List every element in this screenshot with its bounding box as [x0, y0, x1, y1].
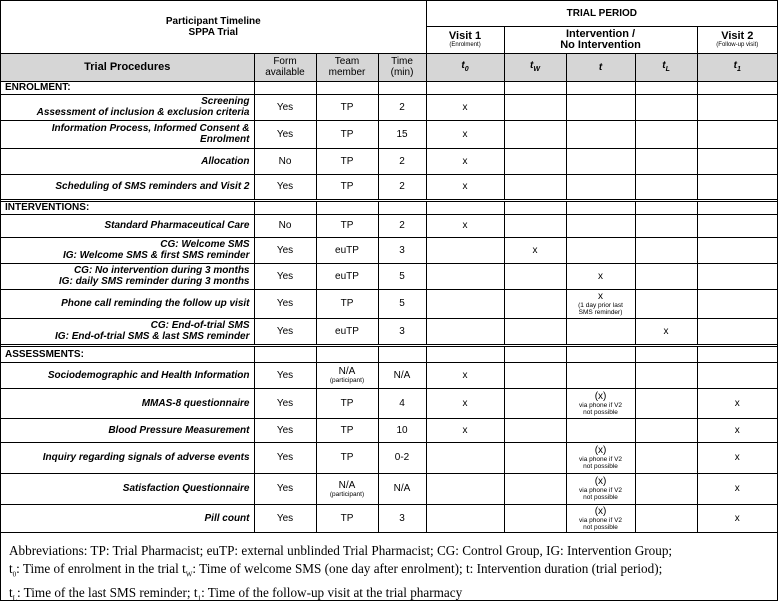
- cell-team: TP: [316, 504, 378, 532]
- col-t0-sub: 0: [464, 65, 469, 73]
- cell-form: Yes: [254, 94, 316, 120]
- table-row: [1, 120, 777, 148]
- cell-team: euTP: [316, 318, 378, 345]
- cell-t-note1: via phone if V2: [579, 516, 623, 524]
- cell-time: N/A: [378, 473, 426, 504]
- cell-t0: x: [426, 148, 504, 174]
- cell-t-note1: via phone if V2: [579, 487, 623, 494]
- cell-t-mark: (x): [594, 390, 607, 402]
- cell-team: TP: [316, 214, 378, 237]
- cell-team: TP: [316, 120, 378, 148]
- table-row: [1, 442, 777, 473]
- cell-t-note2: not possible: [583, 494, 618, 501]
- cell-t0: x: [426, 362, 504, 388]
- cell-form: No: [254, 148, 316, 174]
- cell-team-sub: (participant): [329, 377, 365, 384]
- cell-time: 3: [378, 504, 426, 532]
- col-tl-label: t: [662, 59, 666, 71]
- table-row: [1, 237, 777, 263]
- cell-team: euTP: [316, 263, 378, 289]
- table-row: [1, 214, 777, 237]
- col-t: [566, 53, 635, 81]
- cell-time: 5: [378, 263, 426, 289]
- row-label-pill-count: Pill count: [1, 504, 254, 532]
- intervention-line2: No Intervention: [560, 38, 641, 51]
- row-label-phone-call: Phone call reminding the follow up visit: [1, 289, 254, 318]
- cell-t0: x: [426, 174, 504, 200]
- section-row: [1, 81, 777, 94]
- row-label-standard-care: Standard Pharmaceutical Care: [1, 214, 254, 237]
- cell-t-note2: not possible: [583, 463, 618, 470]
- cell-t-note2: SMS reminder): [578, 309, 623, 316]
- cell-time: N/A: [378, 362, 426, 388]
- cell-team: TP: [316, 94, 378, 120]
- cell-t1: x: [697, 473, 777, 504]
- cell-form: Yes: [254, 120, 316, 148]
- col-t1-sub: 1: [737, 65, 741, 73]
- cell-tl: x: [635, 318, 697, 345]
- cell-t: [566, 473, 635, 504]
- col-procedures: Trial Procedures: [1, 53, 254, 81]
- cell-form: Yes: [254, 237, 316, 263]
- section-assessments: ASSESSMENTS:: [1, 345, 254, 362]
- cell-t-note1: via phone if V2: [579, 456, 623, 463]
- section-enrolment: ENROLMENT:: [1, 81, 254, 94]
- cell-team: euTP: [316, 237, 378, 263]
- row-label-welcome-sms: CG: Welcome SMS IG: Welcome SMS & first SMS reminder: [1, 237, 254, 263]
- cell-team: TP: [316, 174, 378, 200]
- col-tl-sub: L: [665, 65, 670, 73]
- table-title: [1, 1, 426, 53]
- col-t0-label: t: [461, 59, 465, 71]
- col-tw-label: t: [530, 59, 534, 71]
- cell-time: 2: [378, 214, 426, 237]
- cell-t-note2: not possible: [583, 523, 618, 531]
- cell-t1: x: [697, 442, 777, 473]
- cell-time: 0-2: [378, 442, 426, 473]
- cell-team: [316, 473, 378, 504]
- visit1-sub: (Enrolment): [449, 41, 481, 48]
- cell-t-mark: x: [598, 291, 604, 302]
- intervention-header: [504, 26, 697, 53]
- cell-t1: x: [697, 504, 777, 532]
- cell-form: Yes: [254, 362, 316, 388]
- cell-form: Yes: [254, 174, 316, 200]
- cell-t-mark: (x): [594, 505, 607, 517]
- trial-period-header: TRIAL PERIOD: [426, 1, 777, 26]
- table-row: [1, 148, 777, 174]
- cell-t: [566, 442, 635, 473]
- cell-team: [316, 362, 378, 388]
- col-tw-sub: W: [533, 65, 540, 73]
- col-form: Form available: [254, 53, 316, 81]
- cell-t-mark: (x): [594, 445, 607, 456]
- visit1-label: Visit 1: [448, 29, 482, 42]
- cell-t0: x: [426, 214, 504, 237]
- cell-form: Yes: [254, 504, 316, 532]
- cell-t0: x: [426, 120, 504, 148]
- cell-team-label: N/A: [338, 366, 356, 377]
- row-label-info-process: Information Process, Informed Consent & Enrolment: [1, 120, 254, 148]
- abbreviations-line2: $t_0$: Time of enrolment in the trial $t_W$: Time of welcome SMS (one day after enrolment); t: Intervention duration (trial period);: [9, 561, 663, 579]
- col-time: Time (min): [378, 53, 426, 81]
- row-label-sociodemographic: Sociodemographic and Health Information: [1, 362, 254, 388]
- table-row: [1, 418, 777, 442]
- cell-team: TP: [316, 388, 378, 418]
- cell-form: Yes: [254, 388, 316, 418]
- col-t-label: t: [598, 61, 603, 73]
- cell-form: Yes: [254, 263, 316, 289]
- visit2-sub: (Follow-up visit): [716, 41, 759, 48]
- cell-team: TP: [316, 289, 378, 318]
- row-label-adverse-events: Inquiry regarding signals of adverse events: [1, 442, 254, 473]
- cell-t0: x: [426, 388, 504, 418]
- header-row-1: [1, 1, 777, 26]
- col-t0: [426, 53, 504, 81]
- visit1-header: [426, 26, 504, 53]
- row-label-allocation: Allocation: [1, 148, 254, 174]
- cell-team: TP: [316, 148, 378, 174]
- section-row: [1, 345, 777, 362]
- cell-time: 3: [378, 318, 426, 345]
- cell-team-label: N/A: [338, 479, 356, 491]
- cell-t: [566, 388, 635, 418]
- cell-form: Yes: [254, 442, 316, 473]
- col-t1-label: t: [733, 59, 738, 71]
- table-row: [1, 362, 777, 388]
- visit2-label: Visit 2: [721, 29, 754, 42]
- cell-t: [566, 289, 635, 318]
- table-row: [1, 263, 777, 289]
- table-row: [1, 388, 777, 418]
- cell-tw: x: [504, 237, 566, 263]
- cell-time: 15: [378, 120, 426, 148]
- col-tw: [504, 53, 566, 81]
- cell-time: 10: [378, 418, 426, 442]
- row-label-scheduling: Scheduling of SMS reminders and Visit 2: [1, 174, 254, 200]
- table-title-line1: Participant Timeline: [165, 15, 261, 27]
- table-row: [1, 94, 777, 120]
- row-label-no-intervention: CG: No intervention during 3 months IG: daily SMS reminder during 3 months: [1, 263, 254, 289]
- cell-t0: x: [426, 94, 504, 120]
- cell-form: Yes: [254, 473, 316, 504]
- row-label-satisfaction: Satisfaction Questionnaire: [1, 473, 254, 504]
- col-team: Team member: [316, 53, 378, 81]
- cell-t1: x: [697, 388, 777, 418]
- cell-t-note1: (1 day prior last: [578, 302, 623, 309]
- abbreviations-footnote: [9, 542, 771, 607]
- cell-time: 3: [378, 237, 426, 263]
- col-tl: [635, 53, 697, 81]
- visit2-header: [697, 26, 777, 53]
- table-row: [1, 318, 777, 345]
- row-label-blood-pressure: Blood Pressure Measurement: [1, 418, 254, 442]
- cell-time: 2: [378, 148, 426, 174]
- table-row: [1, 504, 777, 532]
- cell-form: Yes: [254, 318, 316, 345]
- cell-t: [566, 504, 635, 532]
- cell-time: 2: [378, 174, 426, 200]
- cell-form: Yes: [254, 289, 316, 318]
- row-label-screening: Screening Assessment of inclusion & exclusion criteria: [1, 94, 254, 120]
- cell-t-mark: (x): [594, 476, 607, 487]
- cell-t0: x: [426, 418, 504, 442]
- table-row: [1, 174, 777, 200]
- section-row: [1, 200, 777, 214]
- cell-team-sub: (participant): [329, 490, 365, 498]
- table-title-line2: SPPA Trial: [188, 26, 238, 38]
- cell-time: 4: [378, 388, 426, 418]
- section-interventions: INTERVENTIONS:: [1, 200, 254, 214]
- cell-form: No: [254, 214, 316, 237]
- abbreviations-line1: Abbreviations: TP: Trial Pharmacist; euTP: external unblinded Trial Pharmacist; CG: Control Group, IG: Intervention Group;: [9, 543, 673, 558]
- abbreviations-line3: $t_L$: Time of the last SMS reminder; $t_1$: Time of the follow-up visit at the trial pharmacy: [9, 584, 463, 603]
- table-row: [1, 473, 777, 504]
- table-row: [1, 289, 777, 318]
- cell-t1: x: [697, 418, 777, 442]
- cell-time: 2: [378, 94, 426, 120]
- intervention-line1: Intervention /: [566, 27, 636, 40]
- col-t1: [697, 53, 777, 81]
- cell-t-note1: via phone if V2: [579, 401, 623, 409]
- cell-t: x: [566, 263, 635, 289]
- row-label-mmas8: MMAS-8 questionnaire: [1, 388, 254, 418]
- cell-time: 5: [378, 289, 426, 318]
- row-label-end-of-trial: CG: End-of-trial SMS IG: End-of-trial SMS & last SMS reminder: [1, 318, 254, 345]
- cell-team: TP: [316, 418, 378, 442]
- cell-t-note2: not possible: [583, 408, 618, 416]
- timeline-table: [1, 1, 777, 533]
- column-header-row: [1, 53, 777, 81]
- cell-team: TP: [316, 442, 378, 473]
- cell-form: Yes: [254, 418, 316, 442]
